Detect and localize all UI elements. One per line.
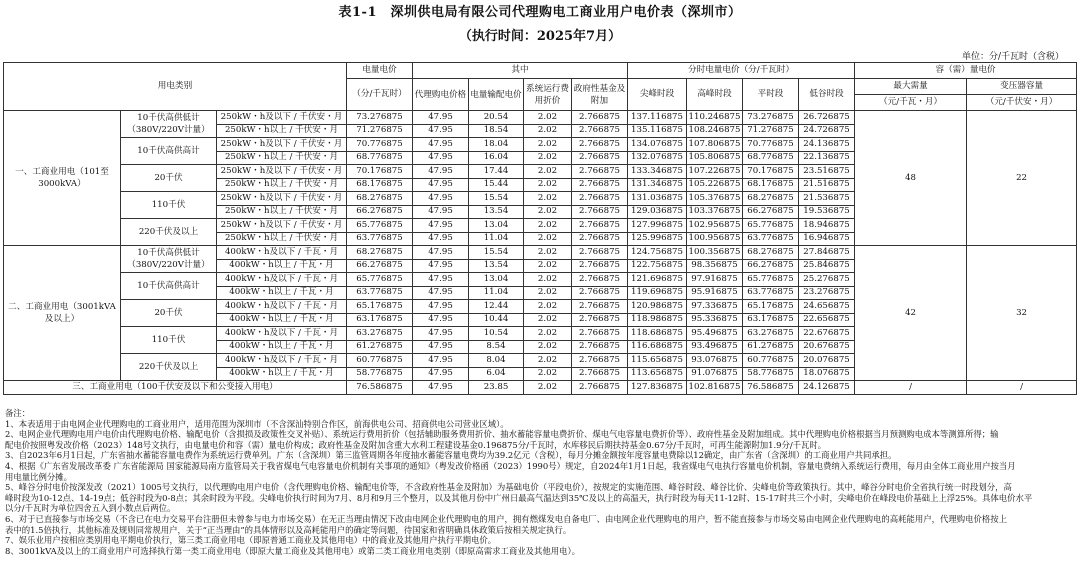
procurement-price: 47.95 xyxy=(413,192,469,206)
system-fee: 2.02 xyxy=(524,151,572,165)
flat-price: 70.776875 xyxy=(743,138,799,152)
peak-price: 137.116875 xyxy=(628,111,687,125)
transmission-price: 13.04 xyxy=(469,273,524,287)
peak-price: 127.836875 xyxy=(628,381,687,395)
flat-price: 65.776875 xyxy=(743,219,799,233)
voltage-level-label: 20千伏 xyxy=(121,300,217,327)
system-fee: 2.02 xyxy=(524,232,572,246)
note-line: 4、根据《广东省发展改革委 广东省能源局 国家能源局南方监管局关于我省煤电气电容量电价机制有关事项的通知》（粤发改价格函（2023）1990号）规定，自2024年1月1日起，我省煤电气电执行容量电价机制，容量电费纳入系统运行费用，每月由全体工商业用户按当月 xyxy=(5,460,1016,471)
energy-price: 68.776875 xyxy=(347,151,413,165)
flat-price: 63.776875 xyxy=(743,286,799,300)
header-capacity: 容（需）量电价 xyxy=(855,63,1077,79)
table-row xyxy=(4,381,1077,395)
peak-price: 135.116875 xyxy=(628,124,687,138)
peak-price: 131.036875 xyxy=(628,192,687,206)
high-price: 107.806875 xyxy=(687,138,743,152)
valley-price: 24.136875 xyxy=(799,138,855,152)
system-fee: 2.02 xyxy=(524,124,572,138)
usage-condition: 400kW・h及以下 / 千瓦・月 xyxy=(217,354,347,368)
note-line: 6、对于已直接参与市场交易（不含已在电力交易平台注册但未曾参与电力市场交易）在无正当理由情况下改由电网企业代理购电的用户，拥有燃煤发电自备电厂、由电网企业代理购电的用户，暂不能直接参与市场交易由电网企业代理购电的高耗能用户，代理购电价格按上 xyxy=(5,513,1007,524)
peak-price: 127.996875 xyxy=(628,219,687,233)
transmission-price: 13.04 xyxy=(469,219,524,233)
transmission-price: 20.54 xyxy=(469,111,524,125)
max-demand-price: / xyxy=(855,381,967,395)
transformer-price: / xyxy=(967,381,1077,395)
gov-fund: 2.766875 xyxy=(572,178,628,192)
table-title: 表1-1 深圳供电局有限公司代理购电工商业用户电价表（深圳市） xyxy=(338,5,742,20)
energy-price: 63.776875 xyxy=(347,286,413,300)
note-line: 配电价按照粤发改价格（2023）148号文执行，由电量电价和容（需）量电价构成；政府性基金及附加含重大水利工程建设基金0.196875分/千瓦时，水库移民后期扶持基金0.67分/千瓦时，可再生能源附加1.9分/千瓦时。 xyxy=(5,439,827,450)
procurement-price: 47.95 xyxy=(413,313,469,327)
group-label: 一、工商业用电（101至3000kVA） xyxy=(4,111,121,246)
system-fee: 2.02 xyxy=(524,273,572,287)
header-energy-price-unit: （分/千瓦时） xyxy=(347,79,413,111)
high-price: 105.806875 xyxy=(687,151,743,165)
energy-price: 70.776875 xyxy=(347,138,413,152)
gov-fund: 2.766875 xyxy=(572,192,628,206)
header-flat: 平时段 xyxy=(743,79,799,111)
procurement-price: 47.95 xyxy=(413,273,469,287)
header-gov-fund: 政府性基金及附加 xyxy=(572,79,628,111)
note-line: 1、本表适用于由电网企业代理购电的工商业用户，适用范围为深圳市（不含深汕特别合作区，前海供电公司、招商供电公司营业区域）。 xyxy=(5,418,509,429)
group-label: 二、工商业用电（3001kVA及以上） xyxy=(4,246,121,381)
energy-price: 68.176875 xyxy=(347,178,413,192)
system-fee: 2.02 xyxy=(524,219,572,233)
usage-condition: 400kW・h以上 / 千瓦・月 xyxy=(217,259,347,273)
usage-condition: 400kW・h以上 / 千瓦・月 xyxy=(217,367,347,381)
peak-price: 124.756875 xyxy=(628,246,687,260)
note-line: 7、娱乐业用户按相应类别用电平期电价执行，第三类工商业用电（即原普通工商业及其他用电）中的商业及其他用户执行平期电价。 xyxy=(5,535,497,546)
flat-price: 66.276875 xyxy=(743,259,799,273)
valley-price: 18.076875 xyxy=(799,367,855,381)
high-price: 107.226875 xyxy=(687,165,743,179)
peak-price: 125.996875 xyxy=(628,232,687,246)
valley-price: 24.656875 xyxy=(799,300,855,314)
usage-condition: 400kW・h及以下 / 千瓦・月 xyxy=(217,300,347,314)
transmission-price: 10.44 xyxy=(469,313,524,327)
transformer-price: 32 xyxy=(967,246,1077,381)
gov-fund: 2.766875 xyxy=(572,273,628,287)
energy-price: 76.586875 xyxy=(347,381,413,395)
energy-price: 63.776875 xyxy=(347,232,413,246)
procurement-price: 47.95 xyxy=(413,286,469,300)
header-transformer-unit: （元/千伏安・月） xyxy=(967,95,1077,111)
usage-condition: 250kW・h以上 / 千伏安・月 xyxy=(217,205,347,219)
transmission-price: 15.54 xyxy=(469,192,524,206)
procurement-price: 47.95 xyxy=(413,111,469,125)
transmission-price: 23.85 xyxy=(469,381,524,395)
note-line: 8、3001kVA及以上的工商业用户可选择执行第一类工商业用电（即原大量工商业及其他用电）或第二类工商业用电类别（即原高需求工商业及其他用电）。 xyxy=(5,545,581,556)
flat-price: 63.776875 xyxy=(743,232,799,246)
high-price: 100.956875 xyxy=(687,232,743,246)
energy-price: 63.176875 xyxy=(347,313,413,327)
voltage-level-label: 10千伏高供低计（380V/220V计量） xyxy=(121,111,217,138)
system-fee: 2.02 xyxy=(524,246,572,260)
procurement-price: 47.95 xyxy=(413,381,469,395)
procurement-price: 47.95 xyxy=(413,178,469,192)
header-category: 用电类别 xyxy=(4,63,347,111)
transmission-price: 13.54 xyxy=(469,205,524,219)
peak-price: 118.686875 xyxy=(628,327,687,341)
high-price: 102.956875 xyxy=(687,219,743,233)
header-valley: 低谷时段 xyxy=(799,79,855,111)
notes-section xyxy=(5,408,1075,556)
gov-fund: 2.766875 xyxy=(572,340,628,354)
energy-price: 65.776875 xyxy=(347,273,413,287)
procurement-price: 47.95 xyxy=(413,259,469,273)
note-line: 备注： xyxy=(5,408,31,418)
procurement-price: 47.95 xyxy=(413,327,469,341)
peak-price: 115.656875 xyxy=(628,354,687,368)
usage-condition: 250kW・h及以下 / 千伏安・月 xyxy=(217,111,347,125)
header-of-which: 其中 xyxy=(413,63,628,79)
flat-price: 68.776875 xyxy=(743,151,799,165)
transmission-price: 10.54 xyxy=(469,327,524,341)
high-price: 110.246875 xyxy=(687,111,743,125)
procurement-price: 47.95 xyxy=(413,124,469,138)
header-max-demand: 最大需量 xyxy=(855,79,967,95)
transmission-price: 17.44 xyxy=(469,165,524,179)
peak-price: 116.686875 xyxy=(628,340,687,354)
usage-condition: 250kW・h及以下 / 千伏安・月 xyxy=(217,165,347,179)
high-price: 100.356875 xyxy=(687,246,743,260)
gov-fund: 2.766875 xyxy=(572,138,628,152)
max-demand-price: 48 xyxy=(855,111,967,246)
valley-price: 26.726875 xyxy=(799,111,855,125)
energy-price: 66.276875 xyxy=(347,259,413,273)
note-line: 以分/千瓦时为单位四舍五入到小数点后两位。 xyxy=(5,503,176,514)
header-procurement: 代理购电价格 xyxy=(413,79,469,111)
valley-price: 22.656875 xyxy=(799,313,855,327)
valley-price: 25.846875 xyxy=(799,259,855,273)
high-price: 102.816875 xyxy=(687,381,743,395)
flat-price: 60.776875 xyxy=(743,354,799,368)
system-fee: 2.02 xyxy=(524,313,572,327)
valley-price: 18.946875 xyxy=(799,219,855,233)
voltage-level-label: 20千伏 xyxy=(121,165,217,192)
energy-price: 63.276875 xyxy=(347,327,413,341)
note-line: 峰时段为10-12点、14-19点；低谷时段为0-8点；其余时段为平段。尖峰电价执行时间为7月、8月和9月三个整月，以及其他月份中广州日最高气温达到35℃及以上的高温天，执行时段为每天11-12时、15-17时共三个小时，尖峰电价在峰段电价基础上上浮25%。具体电价水平 xyxy=(5,492,1033,503)
procurement-price: 47.95 xyxy=(413,340,469,354)
gov-fund: 2.766875 xyxy=(572,300,628,314)
gov-fund: 2.766875 xyxy=(572,354,628,368)
tariff-table xyxy=(3,62,1077,395)
high-price: 93.076875 xyxy=(687,354,743,368)
transmission-price: 18.04 xyxy=(469,138,524,152)
transmission-price: 18.54 xyxy=(469,124,524,138)
peak-price: 134.076875 xyxy=(628,138,687,152)
usage-condition: 400kW・h以上 / 千瓦・月 xyxy=(217,286,347,300)
transmission-price: 16.04 xyxy=(469,151,524,165)
gov-fund: 2.766875 xyxy=(572,286,628,300)
peak-price: 118.986875 xyxy=(628,313,687,327)
system-fee: 2.02 xyxy=(524,327,572,341)
flat-price: 65.776875 xyxy=(743,273,799,287)
header-max-demand-unit: （元/千瓦・月） xyxy=(855,95,967,111)
peak-price: 121.696875 xyxy=(628,273,687,287)
gov-fund: 2.766875 xyxy=(572,327,628,341)
energy-price: 61.276875 xyxy=(347,340,413,354)
usage-condition: 250kW・h以上 / 千伏安・月 xyxy=(217,124,347,138)
usage-condition: 400kW・h以上 / 千瓦・月 xyxy=(217,340,347,354)
transformer-price: 22 xyxy=(967,111,1077,246)
energy-price: 68.276875 xyxy=(347,246,413,260)
system-fee: 2.02 xyxy=(524,354,572,368)
note-line: 2、电网企业代理购电用户电价由代理购电价格、输配电价（含损损及政策性交叉补贴）、系统运行费用折价（包括辅助服务费用折价、抽水蓄能容量电费折价、煤电气电容量电费折价等）、政府性基金及附加组成。其中代理购电价格根据当月预测购电成本等测算所得；输 xyxy=(5,429,999,440)
transmission-price: 11.04 xyxy=(469,286,524,300)
usage-condition: 250kW・h以上 / 千伏安・月 xyxy=(217,232,347,246)
valley-price: 19.536875 xyxy=(799,205,855,219)
flat-price: 66.276875 xyxy=(743,205,799,219)
transmission-price: 8.54 xyxy=(469,340,524,354)
peak-price: 133.346875 xyxy=(628,165,687,179)
voltage-level-label: 220千伏及以上 xyxy=(121,354,217,381)
procurement-price: 47.95 xyxy=(413,232,469,246)
high-price: 95.336875 xyxy=(687,313,743,327)
high-price: 95.916875 xyxy=(687,286,743,300)
high-price: 108.246875 xyxy=(687,124,743,138)
voltage-level-label: 110千伏 xyxy=(121,192,217,219)
voltage-level-label: 10千伏高供低计（380V/220V计量） xyxy=(121,246,217,273)
header-transformer: 变压器容量 xyxy=(967,79,1077,95)
system-fee: 2.02 xyxy=(524,138,572,152)
gov-fund: 2.766875 xyxy=(572,124,628,138)
procurement-price: 47.95 xyxy=(413,219,469,233)
voltage-level-label: 10千伏高供高计 xyxy=(121,138,217,165)
header-transmission: 电量输配电价 xyxy=(469,79,524,111)
valley-price: 27.846875 xyxy=(799,246,855,260)
voltage-level-label: 220千伏及以上 xyxy=(121,219,217,246)
gov-fund: 2.766875 xyxy=(572,205,628,219)
table-row xyxy=(4,111,1077,125)
energy-price: 58.776875 xyxy=(347,367,413,381)
usage-condition: 250kW・h及以下 / 千伏安・月 xyxy=(217,138,347,152)
valley-price: 16.946875 xyxy=(799,232,855,246)
system-fee: 2.02 xyxy=(524,111,572,125)
valley-price: 20.676875 xyxy=(799,340,855,354)
peak-price: 122.756875 xyxy=(628,259,687,273)
valley-price: 23.516875 xyxy=(799,165,855,179)
procurement-price: 47.95 xyxy=(413,151,469,165)
high-price: 93.496875 xyxy=(687,340,743,354)
energy-price: 66.276875 xyxy=(347,205,413,219)
transmission-price: 12.44 xyxy=(469,300,524,314)
transmission-price: 15.54 xyxy=(469,246,524,260)
procurement-price: 47.95 xyxy=(413,138,469,152)
flat-price: 73.276875 xyxy=(743,111,799,125)
usage-condition: 400kW・h及以下 / 千瓦・月 xyxy=(217,327,347,341)
valley-price: 21.536875 xyxy=(799,192,855,206)
header-high: 高峰时段 xyxy=(687,79,743,111)
peak-price: 120.986875 xyxy=(628,300,687,314)
high-price: 103.376875 xyxy=(687,205,743,219)
high-price: 91.076875 xyxy=(687,367,743,381)
header-system-fee: 系统运行费用折价 xyxy=(524,79,572,111)
energy-price: 73.276875 xyxy=(347,111,413,125)
usage-condition: 250kW・h以上 / 千伏安・月 xyxy=(217,178,347,192)
procurement-price: 47.95 xyxy=(413,354,469,368)
flat-price: 63.276875 xyxy=(743,327,799,341)
system-fee: 2.02 xyxy=(524,259,572,273)
usage-condition: 250kW・h以上 / 千伏安・月 xyxy=(217,151,347,165)
peak-price: 119.696875 xyxy=(628,286,687,300)
high-price: 105.376875 xyxy=(687,192,743,206)
high-price: 97.336875 xyxy=(687,300,743,314)
gov-fund: 2.766875 xyxy=(572,165,628,179)
high-price: 98.356875 xyxy=(687,259,743,273)
effective-date: （执行时间：2025年7月） xyxy=(458,29,622,44)
note-line: 3、自2023年6月1日起，广东省抽水蓄能容量电费作为系统运行费单列。广东（含深圳）第三监管周期各年度抽水蓄能容量电费均为39.2亿元（含税），每月分摊金额按年度容量电费除以12确定，由广东省（含深圳）的工商业用户共同承担。 xyxy=(5,450,897,461)
header-row-1 xyxy=(4,63,1077,79)
usage-condition: 250kW・h及以下 / 千伏安・月 xyxy=(217,192,347,206)
valley-price: 20.076875 xyxy=(799,354,855,368)
flat-price: 76.586875 xyxy=(743,381,799,395)
system-fee: 2.02 xyxy=(524,286,572,300)
peak-price: 131.346875 xyxy=(628,178,687,192)
energy-price: 70.176875 xyxy=(347,165,413,179)
high-price: 95.496875 xyxy=(687,327,743,341)
note-line: 用电量比例分摊。 xyxy=(5,471,72,482)
header-energy-price: 电量电价 xyxy=(347,63,413,79)
gov-fund: 2.766875 xyxy=(572,151,628,165)
flat-price: 65.176875 xyxy=(743,300,799,314)
procurement-price: 47.95 xyxy=(413,205,469,219)
flat-price: 61.276875 xyxy=(743,340,799,354)
flat-price: 58.776875 xyxy=(743,367,799,381)
group-label: 三、工商业用电（100千伏安及以下和公变接入用电） xyxy=(4,381,347,395)
transmission-price: 6.04 xyxy=(469,367,524,381)
valley-price: 21.516875 xyxy=(799,178,855,192)
system-fee: 2.02 xyxy=(524,340,572,354)
procurement-price: 47.95 xyxy=(413,246,469,260)
system-fee: 2.02 xyxy=(524,192,572,206)
usage-condition: 400kW・h及以下 / 千瓦・月 xyxy=(217,246,347,260)
high-price: 105.226875 xyxy=(687,178,743,192)
system-fee: 2.02 xyxy=(524,178,572,192)
valley-price: 25.276875 xyxy=(799,273,855,287)
max-demand-price: 42 xyxy=(855,246,967,381)
energy-price: 65.776875 xyxy=(347,219,413,233)
gov-fund: 2.766875 xyxy=(572,367,628,381)
energy-price: 65.176875 xyxy=(347,300,413,314)
gov-fund: 2.766875 xyxy=(572,381,628,395)
flat-price: 70.176875 xyxy=(743,165,799,179)
system-fee: 2.02 xyxy=(524,165,572,179)
gov-fund: 2.766875 xyxy=(572,313,628,327)
peak-price: 129.036875 xyxy=(628,205,687,219)
peak-price: 113.656875 xyxy=(628,367,687,381)
usage-condition: 250kW・h及以下 / 千伏安・月 xyxy=(217,219,347,233)
energy-price: 60.776875 xyxy=(347,354,413,368)
note-line: 5、峰谷分时电价按深发改（2021）1005号文执行，以代理购电用户电价（含代理购电价格、输配电价等，不含政府性基金及附加）为基础电价（平段电价），按规定的实施范围、峰谷时段、峰谷比价、尖峰电价等政策执行。其中，峰谷分时电价全省执行统一时段划分，高 xyxy=(5,482,1012,493)
header-peak: 尖峰时段 xyxy=(628,79,687,111)
procurement-price: 47.95 xyxy=(413,165,469,179)
flat-price: 63.176875 xyxy=(743,313,799,327)
transmission-price: 13.54 xyxy=(469,259,524,273)
note-line: 表中的1.5倍执行，其他标准及规则同常规用户，关于“正当理由”的具体情形以及高耗能用户的确定等问题，待国家和省明确具体政策后按相关规定执行。 xyxy=(5,524,572,535)
valley-price: 24.726875 xyxy=(799,124,855,138)
usage-condition: 400kW・h及以下 / 千瓦・月 xyxy=(217,273,347,287)
gov-fund: 2.766875 xyxy=(572,111,628,125)
voltage-level-label: 110千伏 xyxy=(121,327,217,354)
usage-condition: 400kW・h以上 / 千瓦・月 xyxy=(217,313,347,327)
flat-price: 68.276875 xyxy=(743,192,799,206)
peak-price: 132.076875 xyxy=(628,151,687,165)
flat-price: 68.276875 xyxy=(743,246,799,260)
system-fee: 2.02 xyxy=(524,381,572,395)
valley-price: 22.136875 xyxy=(799,151,855,165)
transmission-price: 15.44 xyxy=(469,178,524,192)
flat-price: 68.176875 xyxy=(743,178,799,192)
gov-fund: 2.766875 xyxy=(572,232,628,246)
header-tou-price: 分时电量电价（分/千瓦时） xyxy=(628,63,855,79)
transmission-price: 8.04 xyxy=(469,354,524,368)
table-row xyxy=(4,246,1077,260)
energy-price: 71.276875 xyxy=(347,124,413,138)
energy-price: 68.276875 xyxy=(347,192,413,206)
gov-fund: 2.766875 xyxy=(572,246,628,260)
unit-note: 单位：分/千瓦时（含税） xyxy=(961,52,1064,62)
gov-fund: 2.766875 xyxy=(572,259,628,273)
gov-fund: 2.766875 xyxy=(572,219,628,233)
system-fee: 2.02 xyxy=(524,367,572,381)
procurement-price: 47.95 xyxy=(413,300,469,314)
flat-price: 71.276875 xyxy=(743,124,799,138)
valley-price: 23.276875 xyxy=(799,286,855,300)
high-price: 97.916875 xyxy=(687,273,743,287)
valley-price: 22.676875 xyxy=(799,327,855,341)
system-fee: 2.02 xyxy=(524,205,572,219)
system-fee: 2.02 xyxy=(524,300,572,314)
valley-price: 24.126875 xyxy=(799,381,855,395)
procurement-price: 47.95 xyxy=(413,367,469,381)
transmission-price: 11.04 xyxy=(469,232,524,246)
voltage-level-label: 10千伏高供高计 xyxy=(121,273,217,300)
